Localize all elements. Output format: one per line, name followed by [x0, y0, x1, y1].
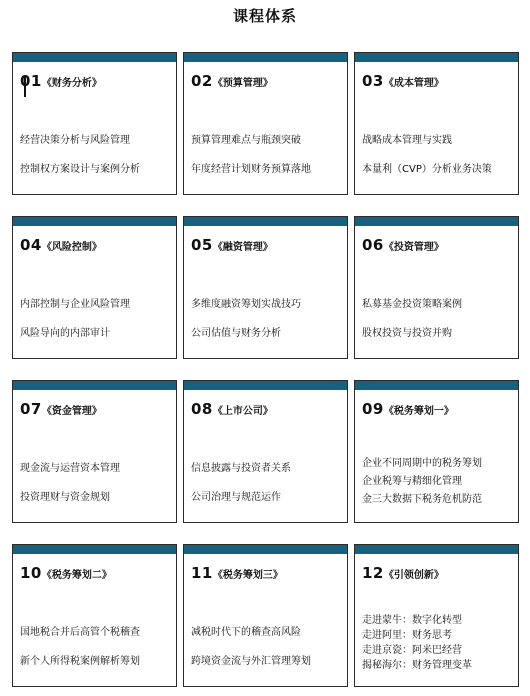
course-card-12 — [354, 544, 519, 687]
card-item: 企业不同周期中的税务筹划 — [362, 458, 482, 469]
card-title: 《融资管理》 — [212, 242, 273, 253]
course-card-05 — [183, 216, 348, 359]
card-top-bar — [355, 545, 518, 554]
card-number: 06 — [362, 236, 384, 254]
card-number: 10 — [20, 564, 42, 582]
card-item: 走进京瓷：阿米巴经营 — [362, 645, 462, 656]
card-item: 公司估值与财务分析 — [191, 328, 281, 339]
card-title: 《投资管理》 — [383, 242, 444, 253]
card-item-list — [362, 298, 516, 356]
card-number: 11 — [191, 564, 213, 582]
card-header — [191, 399, 343, 418]
card-item-list — [20, 462, 174, 520]
course-card-08 — [183, 380, 348, 523]
card-item: 企业税筹与精细化管理 — [362, 476, 462, 487]
card-header — [362, 235, 514, 254]
card-title: 《税务筹划二》 — [41, 570, 112, 581]
course-card-09 — [354, 380, 519, 523]
course-card-07 — [12, 380, 177, 523]
card-title: 《引领创新》 — [383, 570, 444, 581]
card-item-list — [191, 298, 345, 356]
course-card-01 — [12, 52, 177, 195]
card-item-list — [362, 614, 516, 674]
card-header — [20, 399, 172, 418]
card-item: 年度经营计划财务预算落地 — [191, 164, 311, 175]
card-item: 投资理财与资金规划 — [20, 492, 110, 503]
card-title: 《预算管理》 — [212, 78, 273, 89]
card-item: 经营决策分析与风险管理 — [20, 135, 130, 146]
card-item-list — [20, 298, 174, 356]
card-number: 09 — [362, 400, 384, 418]
card-top-bar — [355, 381, 518, 390]
card-number: 03 — [362, 72, 384, 90]
card-title: 《税务筹划三》 — [212, 570, 283, 581]
card-top-bar — [355, 53, 518, 62]
card-title: 《成本管理》 — [383, 78, 444, 89]
card-top-bar — [184, 545, 347, 554]
card-item: 风险导向的内部审计 — [20, 328, 110, 339]
card-item: 跨境资金流与外汇管理筹划 — [191, 656, 311, 667]
card-item-list — [362, 134, 516, 192]
course-card-11 — [183, 544, 348, 687]
course-card-10 — [12, 544, 177, 687]
card-item-list — [191, 462, 345, 520]
card-header — [362, 71, 514, 90]
card-item: 新个人所得税案例解析筹划 — [20, 656, 140, 667]
card-top-bar — [13, 217, 176, 226]
card-header — [191, 563, 343, 582]
card-item: 走进阿里：财务思考 — [362, 630, 452, 641]
card-title: 《财务分析》 — [41, 78, 102, 89]
card-title: 《资金管理》 — [41, 406, 102, 417]
card-item: 信息披露与投资者关系 — [191, 463, 291, 474]
card-title: 《上市公司》 — [212, 406, 273, 417]
card-item-list — [20, 626, 174, 684]
card-item: 股权投资与投资并购 — [362, 328, 452, 339]
card-number: 12 — [362, 564, 384, 582]
course-card-04 — [12, 216, 177, 359]
course-card-03 — [354, 52, 519, 195]
card-top-bar — [184, 53, 347, 62]
card-top-bar — [13, 53, 176, 62]
card-item: 金三大数据下税务危机防范 — [362, 494, 482, 505]
course-grid — [12, 52, 519, 687]
card-top-bar — [184, 381, 347, 390]
card-top-bar — [13, 381, 176, 390]
card-number: 07 — [20, 400, 42, 418]
card-item: 预算管理难点与瓶颈突破 — [191, 135, 301, 146]
card-item: 本量利（CVP）分析业务决策 — [362, 164, 492, 175]
card-number: 08 — [191, 400, 213, 418]
card-item: 揭秘海尔：财务管理变革 — [362, 660, 472, 671]
card-item: 公司治理与规范运作 — [191, 492, 281, 503]
card-item: 现金流与运营资本管理 — [20, 463, 120, 474]
card-item: 内部控制与企业风险管理 — [20, 299, 130, 310]
card-top-bar — [355, 217, 518, 226]
card-item-list — [20, 134, 174, 192]
card-top-bar — [184, 217, 347, 226]
card-item-list — [191, 626, 345, 684]
course-card-06 — [354, 216, 519, 359]
course-card-02 — [183, 52, 348, 195]
card-top-bar — [13, 545, 176, 554]
card-title: 《税务筹划一》 — [383, 406, 454, 417]
card-item: 战略成本管理与实践 — [362, 135, 452, 146]
page-title: 课程体系 — [232, 7, 297, 25]
card-title: 《风险控制》 — [41, 242, 102, 253]
card-header — [20, 235, 172, 254]
card-item: 多维度融资筹划实战技巧 — [191, 299, 301, 310]
card-number: 02 — [191, 72, 213, 90]
card-header — [362, 399, 514, 418]
card-number: 05 — [191, 236, 213, 254]
card-number: 04 — [20, 236, 42, 254]
card-item: 控制权方案设计与案例分析 — [20, 164, 140, 175]
card-item: 走进蒙牛：数字化转型 — [362, 615, 462, 626]
card-item-list — [191, 134, 345, 192]
card-header — [362, 563, 514, 582]
card-header — [20, 71, 172, 90]
card-header — [191, 235, 343, 254]
card-item: 私募基金投资策略案例 — [362, 299, 462, 310]
card-header — [20, 563, 172, 582]
card-header — [191, 71, 343, 90]
card-item: 减税时代下的稽查高风险 — [191, 627, 301, 638]
card-item: 国地税合并后高管个税稽查 — [20, 627, 140, 638]
card-number: 01 — [20, 72, 42, 90]
card-item-list — [362, 457, 516, 511]
